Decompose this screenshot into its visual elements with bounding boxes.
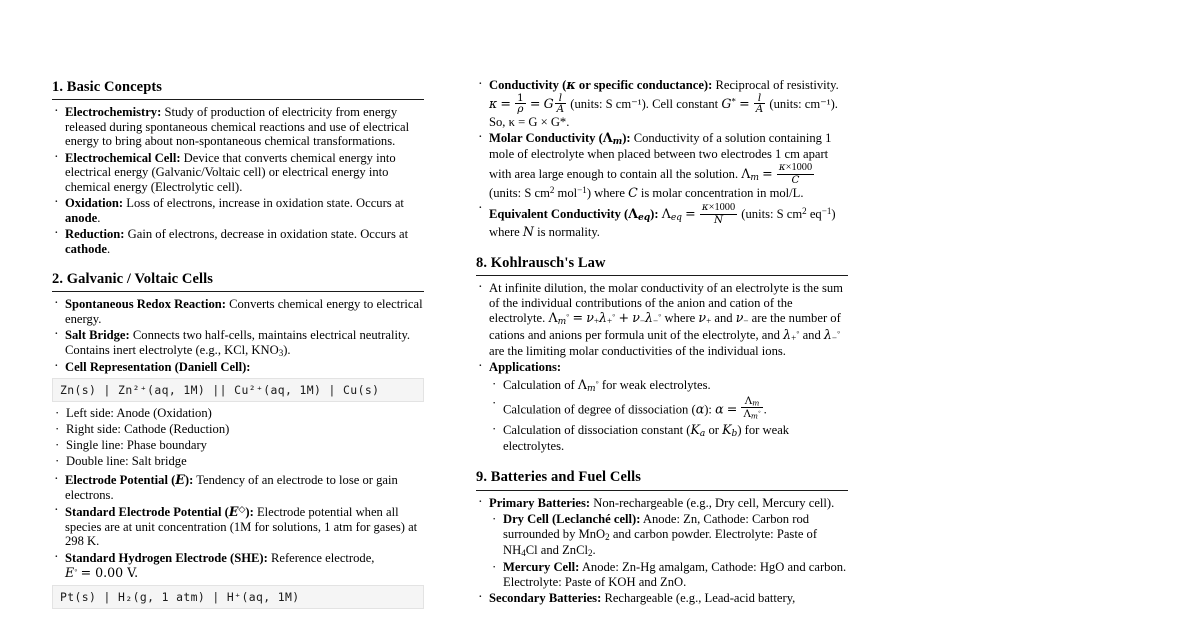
item-term: Equivalent Conductivity $(\Lambda_{eq})$: (489, 206, 659, 224)
sub-bullet-list (489, 377, 848, 455)
sub-bullet-list (52, 406, 424, 469)
list-item (489, 512, 848, 559)
fraction-l-over-a: $\frac{l}{A}$ (556, 91, 565, 116)
item-text: At infinite dilution, the molar conductivity of an electrolyte is the sum of the individual contributions of the anion and cation of the electrolyte. (489, 280, 843, 326)
formula-she: E (65, 564, 75, 580)
item-tail: . (106, 241, 111, 256)
item-term: Electrochemistry: (65, 105, 162, 120)
item-emphasis: cathode (65, 241, 107, 256)
list-item: · Calculation of degree of dissociation (α): α = $\frac{\Lambda_m}{\Lambda_m^◦}$ . (489, 396, 848, 421)
item-text: Loss of electrons, increase in oxidation state. Occurs at (126, 196, 404, 211)
molar-units: (units: S $cm^2$ mol$^{-1}$) where C is molar concentration in mol/L. (489, 184, 804, 200)
list-item (52, 151, 424, 195)
list-item (52, 328, 424, 358)
item-text: Tendency of an electrode to lose or gain electrons. (65, 473, 398, 503)
section-heading: 8. Kohlrausch's Law (476, 254, 606, 271)
item-term: Standard Electrode Potential (E◇): (65, 504, 254, 520)
heading-rule (476, 490, 848, 491)
item-text: Device that converts chemical energy into electrical energy (Galvanic/Voltaic cell) or electrical energy into chemical energy (Electrolytic cell). (65, 150, 396, 194)
list-item (52, 196, 424, 225)
section-heading: 9. Batteries and Fuel Cells (476, 469, 642, 486)
section-heading: 2. Galvanic / Voltaic Cells (52, 271, 213, 288)
conductivity-units-2: (units: cm⁻¹). So, κ = G × G*. (489, 96, 838, 129)
list-item (476, 360, 848, 454)
list-item-clipped (476, 591, 848, 606)
list-item (52, 227, 424, 256)
item-emphasis: anode (65, 210, 98, 225)
item-text: Electrode potential when all species are at unit concentration (1M for solutions, 1 atm for gases) at 298 K. (65, 505, 418, 549)
list-item (476, 496, 848, 590)
left-column (52, 78, 424, 626)
heading-rule (52, 99, 424, 100)
list-item (52, 360, 424, 375)
equiv-units: (units: S $cm^2$ $eq^{-1}$) where N is normality. (489, 206, 836, 240)
list-item: · Single line: Phase boundary (52, 438, 424, 453)
conductivity-units-1: (units: S cm⁻¹). Cell constant (570, 96, 719, 111)
list-item (52, 504, 424, 549)
list-item: · Molar Conductivity $(\Lambda_m)$: Conductivity of a solution containing 1 mole of electrolyte when placed between two electrodes 1 cm apart with area large enough to contain all the solution. $\Lambda_m$ = $\frac{\kappa\times 1000}{C}$ (units: S $cm^2$ mol$^{-1}$) where C is molar concentration in mol/L. (476, 131, 848, 201)
heading-rule (476, 275, 848, 276)
right-column (476, 78, 848, 626)
list-item: · Double line: Salt bridge (52, 454, 424, 469)
list-item (52, 105, 424, 149)
code-block-daniell-cell: Zn(s) | Zn²⁺(aq, 1M) || Cu²⁺(aq, 1M) | Cu(s) (52, 378, 424, 402)
item-term: Reduction: (65, 226, 125, 241)
sub-bullet-list (489, 512, 848, 590)
item-term: Cell Representation (Daniell Cell): (65, 359, 251, 374)
item-text: Anode: Zn, Cathode: Carbon rod surrounded by MnO$_2$ and carbon powder. Electrolyte: Paste of $NH_4Cl$ and ZnCl$_2$. (503, 512, 818, 558)
item-term: Secondary Batteries: (489, 591, 602, 606)
list-item: · Right side: Cathode (Reduction) (52, 422, 424, 437)
bullet-list (52, 105, 424, 256)
item-term: Oxidation: (65, 196, 124, 211)
list-item (52, 297, 424, 326)
item-term: Spontaneous Redox Reaction: (65, 297, 226, 312)
item-text: Non-rechargeable (e.g., Dry cell, Mercury cell). (593, 495, 835, 510)
fraction-molar-conductivity: $\frac{\kappa\times 1000}{C}$ (778, 161, 813, 186)
item-text: Anode: Zn-Hg amalgam, Cathode: HgO and carbon. Electrolyte: Paste of KOH and ZnO. (503, 559, 847, 589)
item-text: Gain of electrons, decrease in oxidation state. Occurs at (127, 226, 409, 241)
heading-rule (52, 291, 424, 292)
fraction-cell-constant: $\frac{l}{A}$ (755, 91, 764, 116)
section-basic-concepts (52, 78, 424, 256)
item-term: Electrode Potential (E): (65, 472, 194, 488)
item-text: Reference electrode, (270, 550, 375, 565)
fraction-kappa: $\frac{1}{\rho}$ (517, 91, 524, 116)
item-term: Dry Cell (Leclanché cell): (503, 512, 641, 527)
list-item (52, 473, 424, 502)
item-term: Electrochemical Cell: (65, 150, 181, 165)
list-item: · At infinite dilution, the molar conductivity of an electrolyte is the sum of the individual contributions of the anion and cation of the electrolyte. $\Lambda_m^◦ = \nu_+\lambda_+^◦ + \nu_-\lambda_-^◦$ where $\nu_+$ and $\nu_-$ are the number of cations and anions per formula unit of the electrolyte, and $\lambda_+^◦$ and $\lambda_-^◦$ are the limiting molar conductivities of the individual ions. (476, 281, 848, 359)
section-heading: 1. Basic Concepts (52, 79, 163, 95)
list-item: · Left side: Anode (Oxidation) (52, 406, 424, 421)
list-item: · Conductivity (κ or specific conductance): Reciprocal of resistivity. κ = $\frac{1}{\rho}$ = G $\frac{l}{A}$ (units: S cm⁻¹). Cell constant G* = $\frac{l}{A}$ (units: cm⁻¹). So, κ = G × G*. (476, 78, 848, 129)
item-text: Rechargeable (e.g., Lead-acid battery, (604, 591, 796, 606)
list-item: · Equivalent Conductivity $(\Lambda_{eq})$: $\Lambda_{eq}$ = $\frac{\kappa\times 1000}{N}$ (units: S $cm^2$ $eq^{-1}$) where N is normality. (476, 202, 848, 240)
section-batteries-fuel-cells (476, 468, 848, 605)
section-galvanic-cells (52, 270, 424, 608)
bullet-list (476, 281, 848, 455)
section-kohlrausch-law (476, 254, 848, 455)
item-term: Primary Batteries: (489, 495, 591, 510)
fraction-equivalent-conductivity: $\frac{\kappa\times 1000}{N}$ (701, 201, 736, 226)
section-conductivity-continued (476, 78, 848, 240)
item-text: Converts chemical energy to electrical energy. (65, 297, 423, 326)
item-term: Applications: (489, 360, 562, 375)
item-term: Molar Conductivity $(\Lambda_m)$: (489, 129, 631, 147)
bullet-list-continued (52, 473, 424, 580)
bullet-list (476, 78, 848, 240)
list-item: · Standard Hydrogen Electrode (SHE): Reference electrode, E◦ = 0.00 V. (52, 551, 424, 581)
bullet-list (476, 496, 848, 606)
item-term: Standard Hydrogen Electrode (SHE): (65, 550, 268, 565)
item-term: Salt Bridge: (65, 328, 130, 343)
bullet-list (52, 297, 424, 374)
item-text: Reciprocal of resistivity. (715, 78, 839, 92)
fraction-alpha: $\frac{\Lambda_m}{\Lambda_m^◦}$ (743, 394, 761, 421)
item-tail: . (97, 210, 101, 225)
item-term: Mercury Cell: (503, 559, 580, 574)
item-text: Conductivity of a solution containing 1 mole of electrolyte when placed between two electrodes 1 cm apart with area large enough to contain all the solution. (489, 130, 832, 182)
kohlrausch-tail: where $\nu_+$ and $\nu_-$ are the number of cations and anions per formula unit of the electrolyte, and $\lambda_+^◦$ and $\lambda_-^◦$ are the limiting molar conductivities of the individual ions. (489, 310, 841, 358)
item-text: Study of production of electricity from energy released during spontaneous chemical reactions and use of electrical energy to bring about non-spontaneous chemical transformations. (65, 105, 410, 149)
item-term: Conductivity (κ or specific conductance): (489, 77, 713, 92)
list-item: · Calculation of dissociation constant ($K_a$ or $K_b$) for weak electrolytes. (489, 422, 848, 455)
item-text: Connects two half-cells, maintains electrical neutrality. Contains inert electrolyte (e.g., KCl, $KNO_3$). (65, 328, 411, 358)
code-block-she: Pt(s) | H₂(g, 1 atm) | H⁺(aq, 1M) (52, 585, 424, 609)
list-item: · Calculation of $\Lambda_m^◦$ for weak electrolytes. (489, 377, 848, 395)
list-item (489, 560, 848, 590)
